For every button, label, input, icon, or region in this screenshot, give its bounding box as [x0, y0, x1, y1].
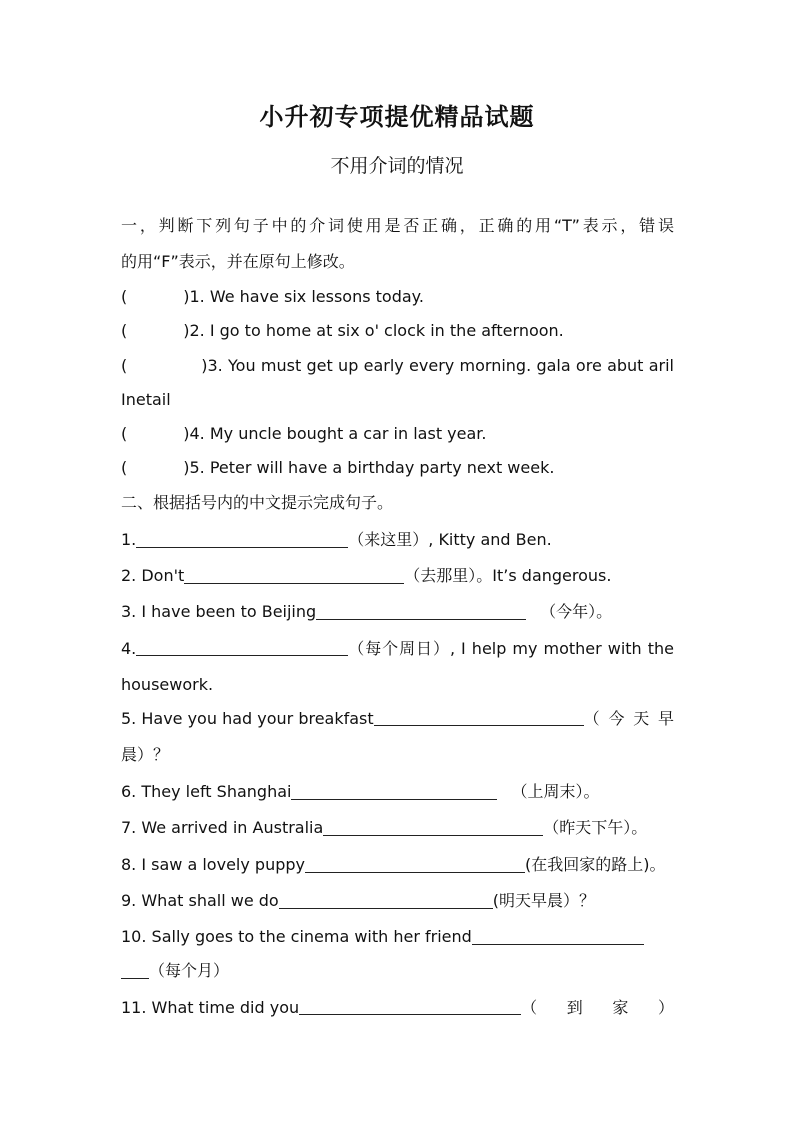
answer-slot[interactable]	[127, 356, 201, 376]
fill-item-4	[121, 639, 674, 659]
item-prefix: 8. I saw a lovely puppy	[121, 855, 305, 874]
fill-item-9	[121, 891, 674, 911]
judgment-item-5	[121, 458, 674, 478]
item-hint: （来这里）, Kitty and Ben.	[348, 530, 552, 549]
fill-item-1	[121, 530, 674, 550]
item-hint: （每个周日）, I help my mother with the	[348, 639, 674, 658]
fill-item-2	[121, 566, 674, 586]
answer-blank[interactable]	[291, 783, 497, 800]
answer-paren-open: (	[121, 458, 128, 477]
item-prefix: 11. What time did you	[121, 998, 300, 1017]
fill-item-5	[121, 709, 674, 729]
answer-blank[interactable]	[121, 962, 149, 979]
judgment-item-1	[121, 287, 674, 307]
answer-paren-open: (	[121, 287, 128, 306]
item-hint: (在我回家的路上)。	[524, 855, 666, 874]
item-text: )2. I go to home at six o' clock in the afternoon.	[183, 321, 564, 340]
page-title: 小升初专项提优精品试题	[259, 103, 535, 131]
item-hint: （每个月）	[149, 961, 230, 980]
answer-blank[interactable]	[299, 998, 521, 1015]
item-hint: （上周末）。	[511, 782, 600, 801]
answer-blank[interactable]	[136, 639, 348, 656]
fill-item-10-continuation	[121, 961, 674, 981]
item-text: )4. My uncle bought a car in last year.	[183, 424, 487, 443]
item-text: )3. You must get up early every morning. gala ore abut aril	[201, 356, 674, 375]
answer-blank[interactable]	[316, 603, 526, 620]
item-hint: （今年）。	[540, 602, 613, 621]
answer-blank[interactable]	[184, 567, 404, 584]
item-prefix: 4.	[121, 639, 137, 658]
page-subtitle: 不用介词的情况	[330, 155, 464, 177]
judgment-item-3-continuation: Inetail	[121, 390, 171, 409]
answer-blank[interactable]	[472, 928, 644, 945]
item-prefix: 5. Have you had your breakfast	[121, 709, 374, 728]
answer-paren-open: (	[121, 424, 128, 443]
answer-blank[interactable]	[374, 709, 584, 726]
item-prefix: 10. Sally goes to the cinema with her friend	[121, 927, 472, 946]
item-text: )1. We have six lessons today.	[183, 287, 424, 306]
answer-paren-open: (	[121, 356, 128, 375]
item-hint: （昨天下午）。	[543, 818, 648, 837]
item-prefix: 3. I have been to Beijing	[121, 602, 317, 621]
fill-item-3	[121, 602, 674, 622]
item-prefix: 2. Don't	[121, 566, 185, 585]
item-hint: （ 今 天 早	[583, 709, 674, 728]
fill-item-4-continuation: housework.	[121, 675, 214, 694]
part1-instruction-line2: 的用“F”表示，并在原句上修改。	[121, 252, 355, 271]
item-prefix: 9. What shall we do	[121, 891, 279, 910]
fill-item-6	[121, 782, 674, 802]
part1-instruction-line1: 一，判断下列句子中的介词使用是否正确，正确的用“T”表示，错误	[121, 216, 674, 235]
answer-blank[interactable]	[323, 819, 543, 836]
item-prefix: 1.	[121, 530, 137, 549]
answer-blank[interactable]	[305, 856, 525, 873]
item-prefix: 6. They left Shanghai	[121, 782, 292, 801]
judgment-item-4	[121, 424, 674, 444]
item-prefix: 7. We arrived in Australia	[121, 818, 324, 837]
item-hint: （去那里）。It’s dangerous.	[404, 566, 612, 585]
judgment-item-2	[121, 321, 674, 341]
fill-item-11	[121, 998, 674, 1018]
item-text: )5. Peter will have a birthday party next week.	[183, 458, 555, 477]
item-hint: (明天早晨）？	[492, 891, 595, 910]
fill-item-5-continuation: 晨）？	[121, 745, 170, 764]
judgment-item-3	[121, 356, 674, 376]
fill-item-8	[121, 855, 674, 875]
fill-item-7	[121, 818, 674, 838]
fill-item-10	[121, 927, 674, 947]
part2-instruction: 二、根据括号内的中文提示完成句子。	[121, 493, 394, 512]
item-hint: （ 到 家 ）	[521, 998, 674, 1017]
answer-blank[interactable]	[279, 892, 493, 909]
answer-paren-open: (	[121, 321, 128, 340]
answer-blank[interactable]	[136, 531, 348, 548]
